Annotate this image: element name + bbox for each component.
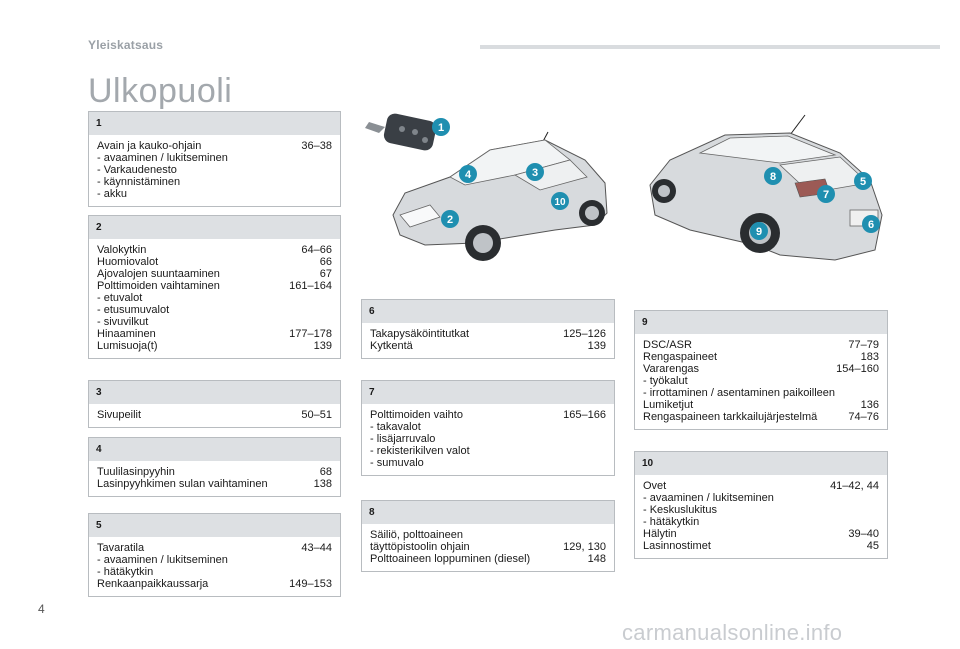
index-entry <box>97 542 332 554</box>
entry-text: Rengaspaineen tarkkailujärjestelmä <box>643 411 818 423</box>
entry-page: 165–166 <box>563 409 606 421</box>
index-entry <box>97 316 332 328</box>
index-entry <box>643 399 879 411</box>
info-box-7 <box>361 380 615 476</box>
page-title: Ulkopuoli <box>88 72 233 110</box>
header-rule <box>480 45 940 49</box>
index-entry <box>97 566 332 578</box>
entry-page: 161–164 <box>289 280 332 292</box>
callout-5-label: 5 <box>859 176 867 188</box>
entry-page: 183 <box>860 351 879 363</box>
entry-text: Lumiketjut <box>643 399 694 411</box>
entry-text: Valokytkin <box>97 244 147 256</box>
box-number: 3 <box>89 381 340 404</box>
index-entry <box>97 152 332 164</box>
box-body <box>362 323 614 358</box>
index-entry <box>97 256 332 268</box>
callout-10-label: 10 <box>554 197 566 208</box>
callout-8-label: 8 <box>769 171 777 183</box>
index-entry <box>370 421 606 433</box>
index-entry <box>643 363 879 375</box>
entry-text: - irrottaminen / asentaminen paikoilleen <box>643 387 835 399</box>
index-entry <box>370 445 606 457</box>
callout-2-label: 2 <box>446 214 454 226</box>
entry-text: Kytkentä <box>370 340 413 352</box>
entry-page: 149–153 <box>289 578 332 590</box>
box-number: 2 <box>89 216 340 239</box>
entry-text: Hälytin <box>643 528 677 540</box>
entry-page <box>598 529 606 541</box>
entry-page <box>598 457 606 469</box>
entry-text: - etuvalot <box>97 292 143 304</box>
entry-page <box>324 566 332 578</box>
callout-4-label: 4 <box>464 169 472 181</box>
entry-text: - käynnistäminen <box>97 176 181 188</box>
index-entry <box>643 351 879 363</box>
entry-page <box>871 492 879 504</box>
index-entry <box>370 529 606 541</box>
entry-page: 39–40 <box>848 528 879 540</box>
entry-page: 74–76 <box>848 411 879 423</box>
entry-page <box>324 316 332 328</box>
entry-page <box>324 554 332 566</box>
index-entry <box>97 268 332 280</box>
box-number: 10 <box>635 452 887 475</box>
index-entry <box>643 516 879 528</box>
info-box-10 <box>634 451 888 559</box>
info-box-3 <box>88 380 341 428</box>
entry-text: - avaaminen / lukitseminen <box>97 554 228 566</box>
index-entry <box>97 176 332 188</box>
index-entry <box>97 478 332 490</box>
entry-page: 138 <box>313 478 332 490</box>
entry-page <box>324 152 332 164</box>
entry-text: Vararengas <box>643 363 700 375</box>
entry-text: Lasinnostimet <box>643 540 711 552</box>
entry-page: 177–178 <box>289 328 332 340</box>
entry-text: - sivuvilkut <box>97 316 149 328</box>
box-body <box>89 239 340 358</box>
car-front-illustration <box>355 105 617 270</box>
entry-text: - sumuvalo <box>370 457 424 469</box>
index-entry <box>97 164 332 176</box>
entry-page <box>324 188 332 200</box>
entry-page: 45 <box>866 540 879 552</box>
entry-text: Tuulilasinpyyhin <box>97 466 175 478</box>
entry-page <box>871 375 879 387</box>
index-entry <box>97 409 332 421</box>
box-number: 8 <box>362 501 614 524</box>
entry-text: Huomiovalot <box>97 256 159 268</box>
index-entry <box>643 387 879 399</box>
entry-text: DSC/ASR <box>643 339 692 351</box>
entry-page <box>871 387 879 399</box>
entry-text: Tavaratila <box>97 542 145 554</box>
index-entry <box>643 339 879 351</box>
entry-text: - työkalut <box>643 375 688 387</box>
entry-text: Ovet <box>643 480 667 492</box>
box-number: 7 <box>362 381 614 404</box>
entry-page: 41–42, 44 <box>830 480 879 492</box>
index-entry <box>97 244 332 256</box>
entry-text: Avain ja kauko-ohjain <box>97 140 202 152</box>
entry-page <box>598 433 606 445</box>
index-entry <box>97 328 332 340</box>
entry-page: 64–66 <box>301 244 332 256</box>
entry-page <box>324 164 332 176</box>
callout-6-label: 6 <box>867 219 875 231</box>
entry-text: Polttimoiden vaihtaminen <box>97 280 220 292</box>
index-entry <box>643 480 879 492</box>
entry-page: 77–79 <box>848 339 879 351</box>
index-entry <box>97 140 332 152</box>
entry-text: Ajovalojen suuntaaminen <box>97 268 220 280</box>
entry-page <box>871 504 879 516</box>
box-body <box>89 461 340 496</box>
entry-page: 154–160 <box>836 363 879 375</box>
box-number: 4 <box>89 438 340 461</box>
box-number: 6 <box>362 300 614 323</box>
entry-page <box>871 516 879 528</box>
section-title: Yleiskatsaus <box>88 38 164 52</box>
entry-page <box>324 176 332 188</box>
entry-text: - Varkaudenesto <box>97 164 177 176</box>
info-box-8 <box>361 500 615 572</box>
callout-3-label: 3 <box>531 167 539 179</box>
index-entry <box>643 411 879 423</box>
entry-page: 129, 130 <box>563 541 606 553</box>
box-body <box>89 404 340 427</box>
box-body <box>635 334 887 429</box>
entry-page: 50–51 <box>301 409 332 421</box>
index-entry <box>370 328 606 340</box>
index-entry <box>643 528 879 540</box>
index-entry <box>370 340 606 352</box>
info-box-6 <box>361 299 615 359</box>
index-entry <box>370 433 606 445</box>
index-entry <box>370 553 606 565</box>
entry-page: 148 <box>587 553 606 565</box>
entry-page: 43–44 <box>301 542 332 554</box>
entry-text: Renkaanpaikkaussarja <box>97 578 209 590</box>
index-entry <box>97 466 332 478</box>
entry-text: - akku <box>97 188 127 200</box>
entry-page <box>598 445 606 457</box>
key-fob-icon <box>365 112 438 152</box>
index-entry <box>643 504 879 516</box>
entry-text: - hätäkytkin <box>97 566 154 578</box>
index-entry <box>97 280 332 292</box>
box-body <box>635 475 887 558</box>
callout-7-label: 7 <box>822 189 830 201</box>
index-entry <box>643 492 879 504</box>
entry-text: Polttimoiden vaihto <box>370 409 463 421</box>
entry-text: - lisäjarruvalo <box>370 433 436 445</box>
callout-1-label: 1 <box>437 122 445 134</box>
entry-text: - avaaminen / lukitseminen <box>97 152 228 164</box>
index-entry <box>97 304 332 316</box>
entry-page: 136 <box>860 399 879 411</box>
info-box-9 <box>634 310 888 430</box>
index-entry <box>97 292 332 304</box>
box-body <box>89 135 340 206</box>
entry-text: Sivupeilit <box>97 409 142 421</box>
index-entry <box>643 375 879 387</box>
entry-page: 66 <box>319 256 332 268</box>
entry-page <box>324 292 332 304</box>
entry-text: - etusumuvalot <box>97 304 170 316</box>
watermark: carmanualsonline.info <box>622 620 843 645</box>
entry-page: 125–126 <box>563 328 606 340</box>
entry-text: täyttöpistoolin ohjain <box>370 541 470 553</box>
entry-page: 68 <box>319 466 332 478</box>
index-entry <box>97 554 332 566</box>
page-number: 4 <box>38 602 45 616</box>
entry-page: 139 <box>313 340 332 352</box>
car-rear-illustration <box>630 105 892 275</box>
box-body <box>362 524 614 571</box>
box-number: 9 <box>635 311 887 334</box>
callout-9-label: 9 <box>755 226 763 238</box>
entry-page: 67 <box>319 268 332 280</box>
index-entry <box>97 188 332 200</box>
box-number: 5 <box>89 514 340 537</box>
entry-text: - avaaminen / lukitseminen <box>643 492 774 504</box>
entry-text: - Keskuslukitus <box>643 504 717 516</box>
entry-page <box>598 421 606 433</box>
entry-text: Polttoaineen loppuminen (diesel) <box>370 553 531 565</box>
index-entry <box>97 578 332 590</box>
entry-text: - rekisterikilven valot <box>370 445 470 457</box>
box-body <box>89 537 340 596</box>
index-entry <box>643 540 879 552</box>
box-body <box>362 404 614 475</box>
entry-text: Hinaaminen <box>97 328 156 340</box>
box-number: 1 <box>89 112 340 135</box>
entry-text: Rengaspaineet <box>643 351 718 363</box>
entry-text: - hätäkytkin <box>643 516 700 528</box>
entry-page: 36–38 <box>301 140 332 152</box>
info-box-1 <box>88 111 341 207</box>
index-entry <box>370 541 606 553</box>
entry-page <box>324 304 332 316</box>
entry-text: Takapysäköintitutkat <box>370 328 470 340</box>
info-box-2 <box>88 215 341 359</box>
entry-text: - takavalot <box>370 421 421 433</box>
info-box-4 <box>88 437 341 497</box>
entry-text: Lasinpyyhkimen sulan vaihtaminen <box>97 478 268 490</box>
index-entry <box>370 457 606 469</box>
entry-page: 139 <box>587 340 606 352</box>
entry-text: Lumisuoja(t) <box>97 340 158 352</box>
index-entry <box>370 409 606 421</box>
index-entry <box>97 340 332 352</box>
info-box-5 <box>88 513 341 597</box>
entry-text: Säiliö, polttoaineen <box>370 529 463 541</box>
